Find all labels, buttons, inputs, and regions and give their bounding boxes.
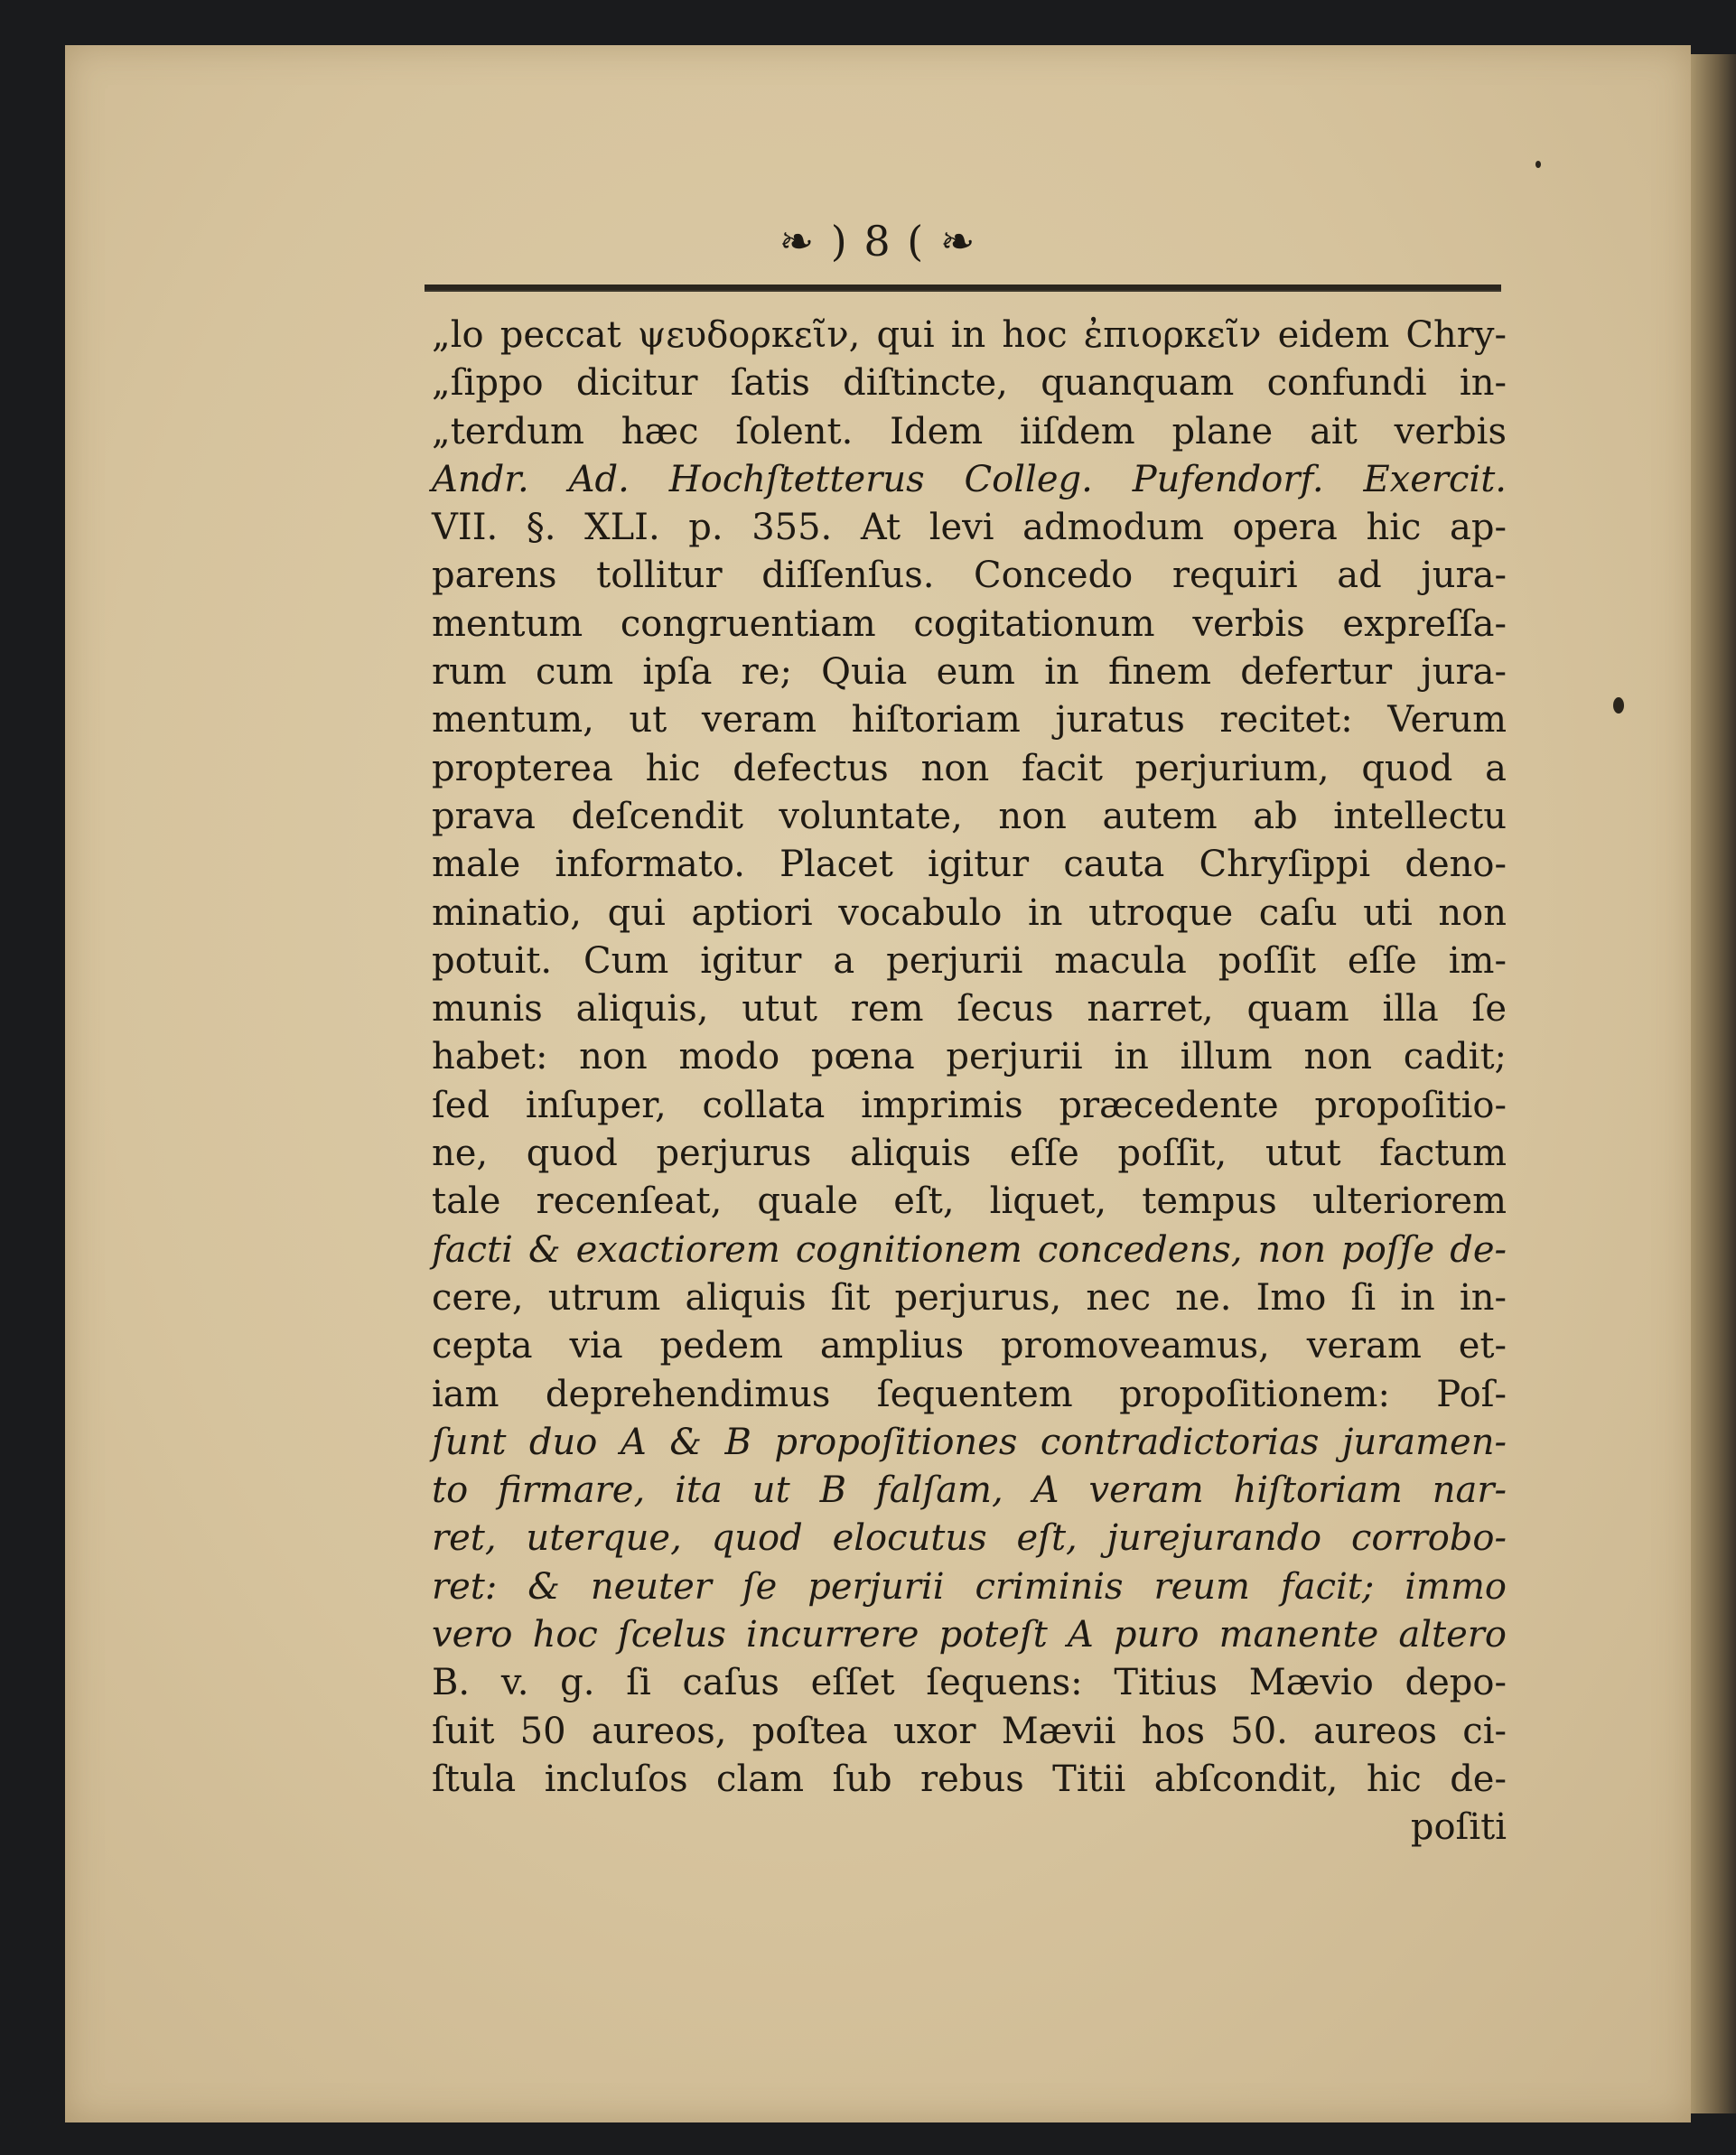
text-line: rum cum ipſa re; Quia eum in finem defertur jura- [432, 651, 1507, 694]
text-line: mentum congruentiam cogitationum verbis expreſſa- [432, 602, 1507, 645]
text-line: cere, utrum aliquis ſit perjurus, nec ne. Imo ſi in in- [432, 1276, 1507, 1319]
text-line: munis aliquis, utut rem ſecus narret, quam illa ſe [432, 988, 1507, 1031]
text-line: ne, quod perjurus aliquis eſſe poſſit, utut factum [432, 1133, 1507, 1175]
text-line: tale recenſeat, quale eſt, liquet, tempus ulteriorem [432, 1180, 1507, 1223]
ink-spot [1613, 697, 1624, 714]
text-line: VII. §. XLI. p. 355. At levi admodum opera hic ap- [432, 507, 1507, 549]
text-line: facti & exactiorem cognitionem concedens, non poſſe de- [432, 1228, 1507, 1271]
text-line: ſtula incluſos clam ſub rebus Titii abſcondit, hic de- [432, 1758, 1507, 1800]
text-line: potuit. Cum igitur a perjurii macula poſſit eſſe im- [432, 939, 1507, 982]
text-line: habet: non modo pœna perjurii in illum non cadit; [432, 1036, 1507, 1078]
page-header: ❧ ) 8 ( ❧ [779, 217, 977, 266]
text-line: vero hoc ſcelus incurrere poteſt A puro manente altero [432, 1614, 1507, 1656]
page-fore-edge [1691, 54, 1736, 2113]
body-text [432, 312, 1507, 1852]
text-line: ſuit 50 aureos, poſtea uxor Mævii hos 50. aureos ci- [432, 1710, 1507, 1752]
ink-spot [1535, 161, 1541, 168]
text-line: B. v. g. ſi caſus eſſet ſequens: Titius Mævio depo- [432, 1662, 1507, 1704]
text-line: „terdum hæc ſolent. Idem iiſdem plane ait verbis [432, 410, 1507, 452]
text-line: ſunt duo A & B propoſitiones contradictorias juramen- [432, 1421, 1507, 1463]
text-line: parens tollitur diſſenſus. Concedo requiri ad jura- [432, 555, 1507, 597]
text-line: propterea hic defectus non facit perjurium, quod a [432, 747, 1507, 789]
text-line: ret: & neuter ſe perjurii criminis reum facit; immo [432, 1565, 1507, 1608]
text-line: iam deprehendimus ſequentem propoſitionem: Poſ- [432, 1373, 1507, 1415]
text-line: to firmare, ita ut B falſam, A veram hiſtoriam nar- [432, 1469, 1507, 1512]
text-line: minatio, qui aptiori vocabulo in utroque caſu uti non [432, 891, 1507, 934]
text-line: „lo peccat ψευδορκεῖν, qui in hoc ἐπιορκεῖν eidem Chry- [432, 314, 1507, 356]
text-line: male informato. Placet igitur cauta Chryſippi deno- [432, 844, 1507, 886]
catchword: poſiti [1410, 1806, 1507, 1849]
text-line: ret, uterque, quod elocutus eſt, jurejurando corrobo- [432, 1517, 1507, 1560]
text-line: mentum, ut veram hiſtoriam juratus recitet: Verum [432, 699, 1507, 742]
header-rule [425, 285, 1501, 292]
text-line: ſed inſuper, collata imprimis præcedente propoſitio- [432, 1084, 1507, 1126]
text-line: „ſippo dicitur ſatis diſtincte, quanquam confundi in- [432, 362, 1507, 405]
text-line: prava deſcendit voluntate, non autem ab intellectu [432, 795, 1507, 837]
text-line: cepta via pedem amplius promoveamus, veram et- [432, 1325, 1507, 1367]
text-line: Andr. Ad. Hochſtetterus Colleg. Pufendorf. Exercit. [432, 458, 1507, 500]
